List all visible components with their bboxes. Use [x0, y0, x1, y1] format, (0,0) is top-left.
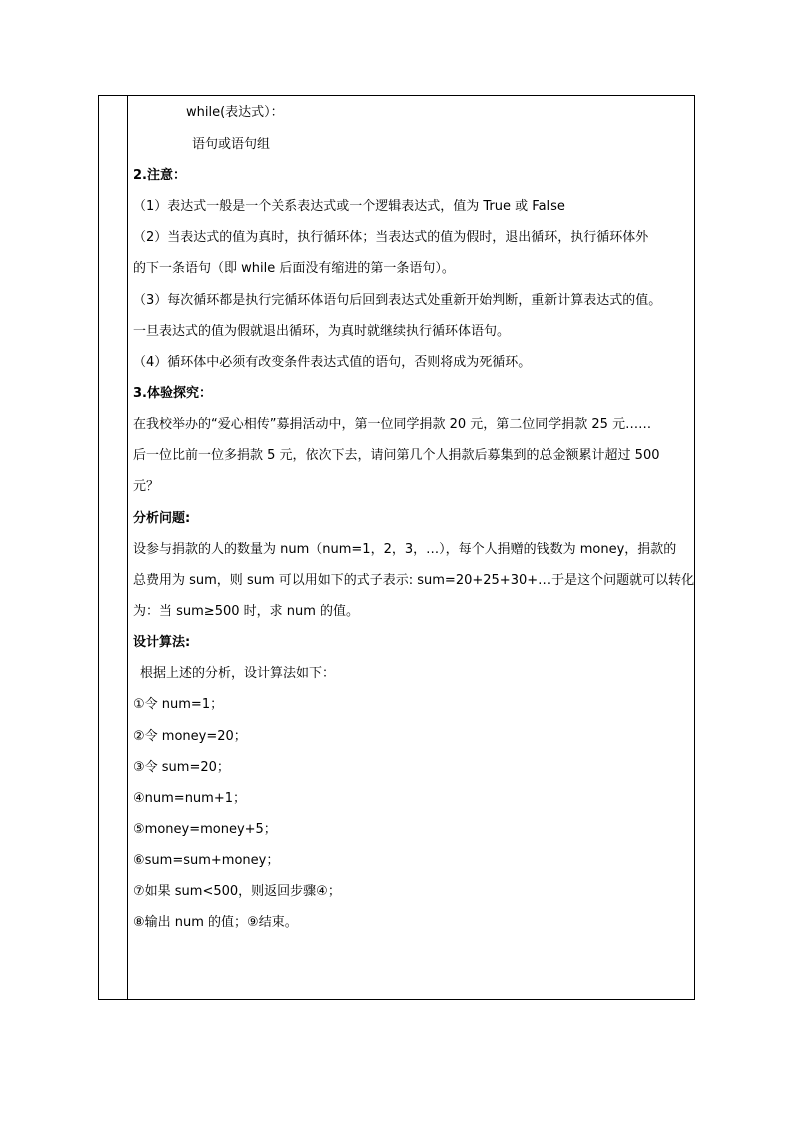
analysis-line-2: 总费用为 sum，则 sum 可以用如下的式子表示: sum=20+25+30+…于是这个问题就可以转化: [133, 573, 695, 588]
note-2-line-1: （2）当表达式的值为真时，执行循环体；当表达式的值为假时，退出循环，执行循环体外: [133, 230, 649, 245]
algorithm-step-6: ⑥sum=sum+money；: [133, 853, 280, 868]
note-4: （4）循环体中必须有改变条件表达式值的语句，否则将成为死循环。: [133, 355, 532, 370]
syntax-line-while: while(表达式）：: [186, 105, 284, 120]
algorithm-step-2: ②令 money=20；: [133, 729, 247, 744]
explore-line-1: 在我校举办的“爱心相传”募捐活动中，第一位同学捐款 20 元，第二位同学捐款 25 元……: [133, 417, 652, 432]
note-heading: 2.注意：: [133, 168, 186, 183]
algorithm-step-1: ①令 num=1；: [133, 697, 224, 712]
algorithm-step-7: ⑦如果 sum<500，则返回步骤④；: [133, 884, 341, 899]
left-column-cell: [99, 96, 128, 999]
explore-heading: 3.体验探究：: [133, 386, 212, 401]
explore-line-2: 后一位比前一位多捐款 5 元，依次下去，请问第几个人捐款后募集到的总金额累计超过 500: [133, 448, 660, 463]
analysis-heading: 分析问题:: [133, 511, 191, 526]
design-intro: 根据上述的分析，设计算法如下：: [140, 666, 336, 681]
explore-line-3: 元？: [133, 479, 160, 494]
content-table: [98, 95, 695, 1000]
syntax-line-statements: 语句或语句组: [192, 137, 271, 152]
design-heading: 设计算法:: [133, 635, 191, 650]
algorithm-step-3: ③令 sum=20；: [133, 760, 230, 775]
note-3-line-1: （3）每次循环都是执行完循环体语句后回到表达式处重新开始判断，重新计算表达式的值。: [133, 293, 662, 308]
analysis-line-1: 设参与捐款的人的数量为 num（num=1，2，3，…），每个人捐赠的钱数为 money，捐款的: [133, 542, 677, 557]
analysis-line-3: 为：当 sum≥500 时，求 num 的值。: [133, 604, 360, 619]
note-1: （1）表达式一般是一个关系表达式或一个逻辑表达式，值为 True 或 False: [133, 199, 565, 214]
note-2-line-2: 的下一条语句（即 while 后面没有缩进的第一条语句）。: [133, 261, 455, 276]
algorithm-step-4: ④num=num+1；: [133, 791, 246, 806]
right-column-cell: [128, 96, 694, 999]
algorithm-step-8: ⑧输出 num 的值；⑨结束。: [133, 915, 298, 930]
note-3-line-2: 一旦表达式的值为假就退出循环，为真时就继续执行循环体语句。: [133, 324, 511, 339]
algorithm-step-5: ⑤money=money+5；: [133, 822, 277, 837]
